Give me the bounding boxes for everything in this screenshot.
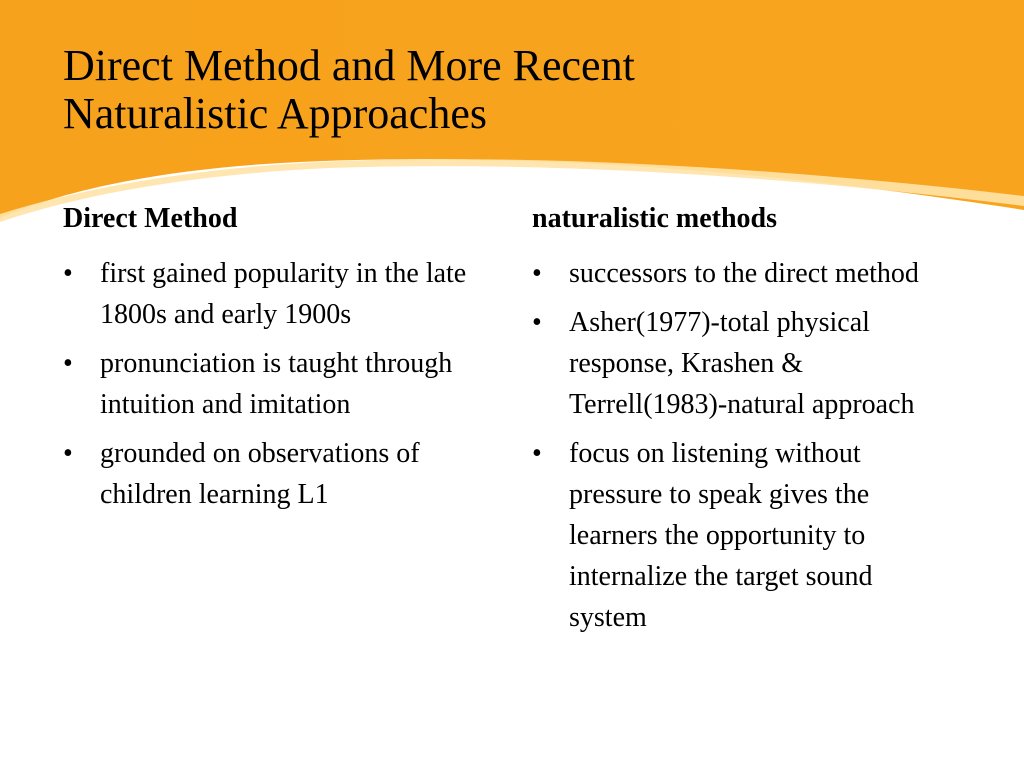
left-column <box>63 201 503 523</box>
right-column <box>532 201 952 646</box>
right-column-heading: naturalistic methods <box>532 203 777 234</box>
bullet-icon: • <box>63 348 73 379</box>
list-item <box>532 302 952 425</box>
list-item <box>532 253 952 294</box>
bullet-text: grounded on observations of children learning L1 <box>100 438 420 510</box>
bullet-text: focus on listening without pressure to speak gives the learners the opportunity to internalize the target sound system <box>569 438 873 633</box>
right-bullet-list <box>532 253 952 638</box>
bullet-text: successors to the direct method <box>569 258 919 289</box>
title-line-1: Direct Method and More Recent <box>63 41 635 90</box>
title-line-2: Naturalistic Approaches <box>63 89 487 138</box>
list-item <box>532 433 952 638</box>
bullet-icon: • <box>532 258 542 289</box>
bullet-text: pronunciation is taught through intuition and imitation <box>100 348 453 420</box>
bullet-icon: • <box>63 258 73 289</box>
left-column-heading: Direct Method <box>63 203 238 234</box>
left-bullet-list <box>63 253 503 515</box>
bullet-icon: • <box>63 438 73 469</box>
bullet-text: Asher(1977)-total physical response, Krashen & Terrell(1983)-natural approach <box>569 307 915 420</box>
bullet-icon: • <box>532 438 542 469</box>
list-item <box>63 253 503 335</box>
bullet-text: first gained popularity in the late 1800s and early 1900s <box>100 258 467 330</box>
list-item <box>63 343 503 425</box>
bullet-icon: • <box>532 307 542 338</box>
slide-title <box>63 42 963 138</box>
list-item <box>63 433 503 515</box>
